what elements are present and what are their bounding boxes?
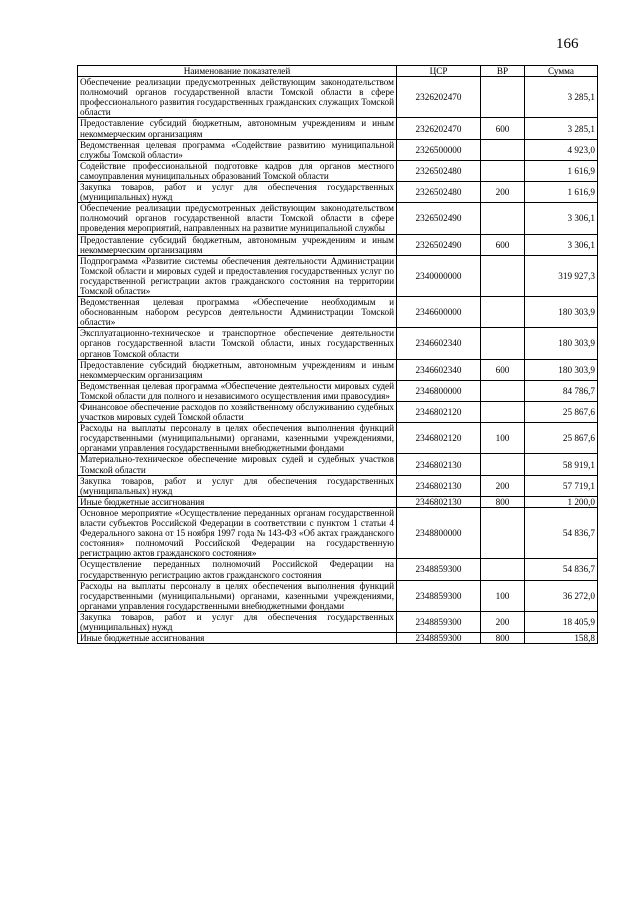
row-sum: 3 285,1: [525, 77, 598, 118]
row-csr-code: 2326202470: [397, 77, 481, 118]
row-vr-code: 200: [481, 182, 525, 203]
row-name: Расходы на выплаты персоналу в целях обеспечения выполнения функций государственными (муниципальными) органами, казенными учреждениями, органами управления государственными внебюджетными фондами: [78, 423, 397, 454]
row-csr-code: 2348859300: [397, 580, 481, 611]
row-csr-code: 2348800000: [397, 507, 481, 558]
row-vr-code: 200: [481, 475, 525, 496]
table-row: [78, 402, 598, 423]
table-row: [78, 77, 598, 118]
row-vr-code: [481, 297, 525, 328]
row-csr-code: 2326202470: [397, 118, 481, 139]
row-sum: 54 836,7: [525, 507, 598, 558]
table-row: [78, 359, 598, 380]
header-sum: Сумма: [525, 66, 598, 77]
row-vr-code: 100: [481, 423, 525, 454]
header-csr: ЦСР: [397, 66, 481, 77]
row-sum: 3 306,1: [525, 234, 598, 255]
row-csr-code: 2346600000: [397, 297, 481, 328]
row-sum: 1 200,0: [525, 496, 598, 507]
table-row: [78, 328, 598, 359]
row-name: Обеспечение реализации предусмотренных действующим законодательством полномочий органов государственной власти Томской области в сфере профессионального развития государственных гражданских служащих Томской области: [78, 77, 397, 118]
table-row: [78, 423, 598, 454]
row-vr-code: [481, 454, 525, 475]
row-csr-code: 2326500000: [397, 139, 481, 160]
row-csr-code: 2348859300: [397, 633, 481, 644]
table-row: [78, 182, 598, 203]
row-sum: 319 927,3: [525, 255, 598, 296]
table-row: [78, 139, 598, 160]
row-name: Расходы на выплаты персоналу в целях обеспечения выполнения функций государственными (муниципальными) органами, казенными учреждениями, органами управления государственными внебюджетными фондами: [78, 580, 397, 611]
row-sum: 180 303,9: [525, 359, 598, 380]
row-csr-code: 2346800000: [397, 380, 481, 401]
row-name: Эксплуатационно-техническое и транспортное обеспечение деятельности органов государственной власти Томской области, иных государственных органов Томской области: [78, 328, 397, 359]
page-number: 166: [556, 36, 579, 52]
table-row: [78, 118, 598, 139]
row-csr-code: 2346802130: [397, 454, 481, 475]
row-name: Предоставление субсидий бюджетным, автономным учреждениям и иным некоммерческим организациям: [78, 234, 397, 255]
row-sum: 25 867,6: [525, 402, 598, 423]
table-row: [78, 255, 598, 296]
table-row: [78, 297, 598, 328]
table-row: [78, 633, 598, 644]
table-row: [78, 559, 598, 580]
row-name: Предоставление субсидий бюджетным, автономным учреждениям и иным некоммерческим организациям: [78, 118, 397, 139]
row-sum: 158,8: [525, 633, 598, 644]
row-vr-code: 800: [481, 633, 525, 644]
row-name: Ведомственная целевая программа «Обеспечение деятельности мировых судей Томской области для полного и независимого осуществления ими правосудия»: [78, 380, 397, 401]
row-sum: 84 786,7: [525, 380, 598, 401]
row-sum: 54 836,7: [525, 559, 598, 580]
row-vr-code: 600: [481, 234, 525, 255]
table-header-row: [78, 66, 598, 77]
table-row: [78, 611, 598, 632]
row-name: Закупка товаров, работ и услуг для обеспечения государственных (муниципальных) нужд: [78, 475, 397, 496]
row-name: Ведомственная целевая программа «Обеспечение необходимым и обоснованным набором ресурсов деятельности Администрации Томской области»: [78, 297, 397, 328]
row-name: Финансовое обеспечение расходов по хозяйственному обслуживанию судебных участков мировых судей Томской области: [78, 402, 397, 423]
row-name: Иные бюджетные ассигнования: [78, 633, 397, 644]
row-csr-code: 2348859300: [397, 559, 481, 580]
row-vr-code: [481, 139, 525, 160]
row-vr-code: 600: [481, 359, 525, 380]
row-vr-code: [481, 380, 525, 401]
row-csr-code: 2346802130: [397, 496, 481, 507]
row-sum: 57 719,1: [525, 475, 598, 496]
table-row: [78, 203, 598, 234]
row-vr-code: 600: [481, 118, 525, 139]
row-name: Материально-техническое обеспечение мировых судей и судебных участков Томской области: [78, 454, 397, 475]
row-vr-code: 100: [481, 580, 525, 611]
row-vr-code: [481, 203, 525, 234]
table-row: [78, 160, 598, 181]
row-csr-code: 2346802120: [397, 402, 481, 423]
table-row: [78, 507, 598, 558]
row-sum: 180 303,9: [525, 328, 598, 359]
row-csr-code: 2326502490: [397, 203, 481, 234]
row-name: Подпрограмма «Развитие системы обеспечения деятельности Администрации Томской области и мировых судей и предоставления государственных услуг по государственной регистрации актов гражданского состояния на территории Томской области»: [78, 255, 397, 296]
row-vr-code: [481, 559, 525, 580]
row-vr-code: [481, 77, 525, 118]
row-name: Содействие профессиональной подготовке кадров для органов местного самоуправления муниципальных образований Томской области: [78, 160, 397, 181]
row-sum: 3 285,1: [525, 118, 598, 139]
table-row: [78, 496, 598, 507]
row-name: Предоставление субсидий бюджетным, автономным учреждениям и иным некоммерческим организациям: [78, 359, 397, 380]
row-sum: 180 303,9: [525, 297, 598, 328]
row-name: Ведомственная целевая программа «Содействие развитию муниципальной службы Томской области»: [78, 139, 397, 160]
row-csr-code: 2326502490: [397, 234, 481, 255]
row-name: Закупка товаров, работ и услуг для обеспечения государственных (муниципальных) нужд: [78, 611, 397, 632]
row-sum: 1 616,9: [525, 160, 598, 181]
row-sum: 36 272,0: [525, 580, 598, 611]
row-vr-code: 800: [481, 496, 525, 507]
row-sum: 3 306,1: [525, 203, 598, 234]
table-body: [78, 77, 598, 644]
row-vr-code: [481, 160, 525, 181]
table-row: [78, 454, 598, 475]
row-name: Основное мероприятие «Осуществление переданных органам государственной власти субъектов Российской Федерации в соответствии с пунктом 1 статьи 4 Федерального закона от 15 ноября 1997 года № 143-ФЗ «Об актах гражданского состояния» полномочий Российской Федерации на государственную регистрацию актов гражданского состояния»: [78, 507, 397, 558]
row-csr-code: 2346602340: [397, 359, 481, 380]
row-csr-code: 2340000000: [397, 255, 481, 296]
row-csr-code: 2346802120: [397, 423, 481, 454]
row-name: Закупка товаров, работ и услуг для обеспечения государственных (муниципальных) нужд: [78, 182, 397, 203]
row-vr-code: [481, 402, 525, 423]
table-row: [78, 380, 598, 401]
row-sum: 1 616,9: [525, 182, 598, 203]
row-vr-code: [481, 507, 525, 558]
header-name: Наименование показателей: [78, 66, 397, 77]
header-vr: ВР: [481, 66, 525, 77]
row-sum: 58 919,1: [525, 454, 598, 475]
table-row: [78, 475, 598, 496]
row-csr-code: 2346802130: [397, 475, 481, 496]
row-csr-code: 2326502480: [397, 182, 481, 203]
row-sum: 4 923,0: [525, 139, 598, 160]
row-vr-code: [481, 255, 525, 296]
row-sum: 18 405,9: [525, 611, 598, 632]
row-vr-code: 200: [481, 611, 525, 632]
row-vr-code: [481, 328, 525, 359]
table-row: [78, 234, 598, 255]
row-csr-code: 2348859300: [397, 611, 481, 632]
row-name: Иные бюджетные ассигнования: [78, 496, 397, 507]
row-sum: 25 867,6: [525, 423, 598, 454]
row-csr-code: 2346602340: [397, 328, 481, 359]
row-csr-code: 2326502480: [397, 160, 481, 181]
row-name: Обеспечение реализации предусмотренных действующим законодательством полномочий органов государственной власти Томской области в сфере проведения мероприятий, направленных на развитие муниципальной службы: [78, 203, 397, 234]
row-name: Осуществление переданных полномочий Российской Федерации на государственную регистрацию актов гражданского состояния: [78, 559, 397, 580]
budget-table: [77, 65, 598, 644]
table-row: [78, 580, 598, 611]
